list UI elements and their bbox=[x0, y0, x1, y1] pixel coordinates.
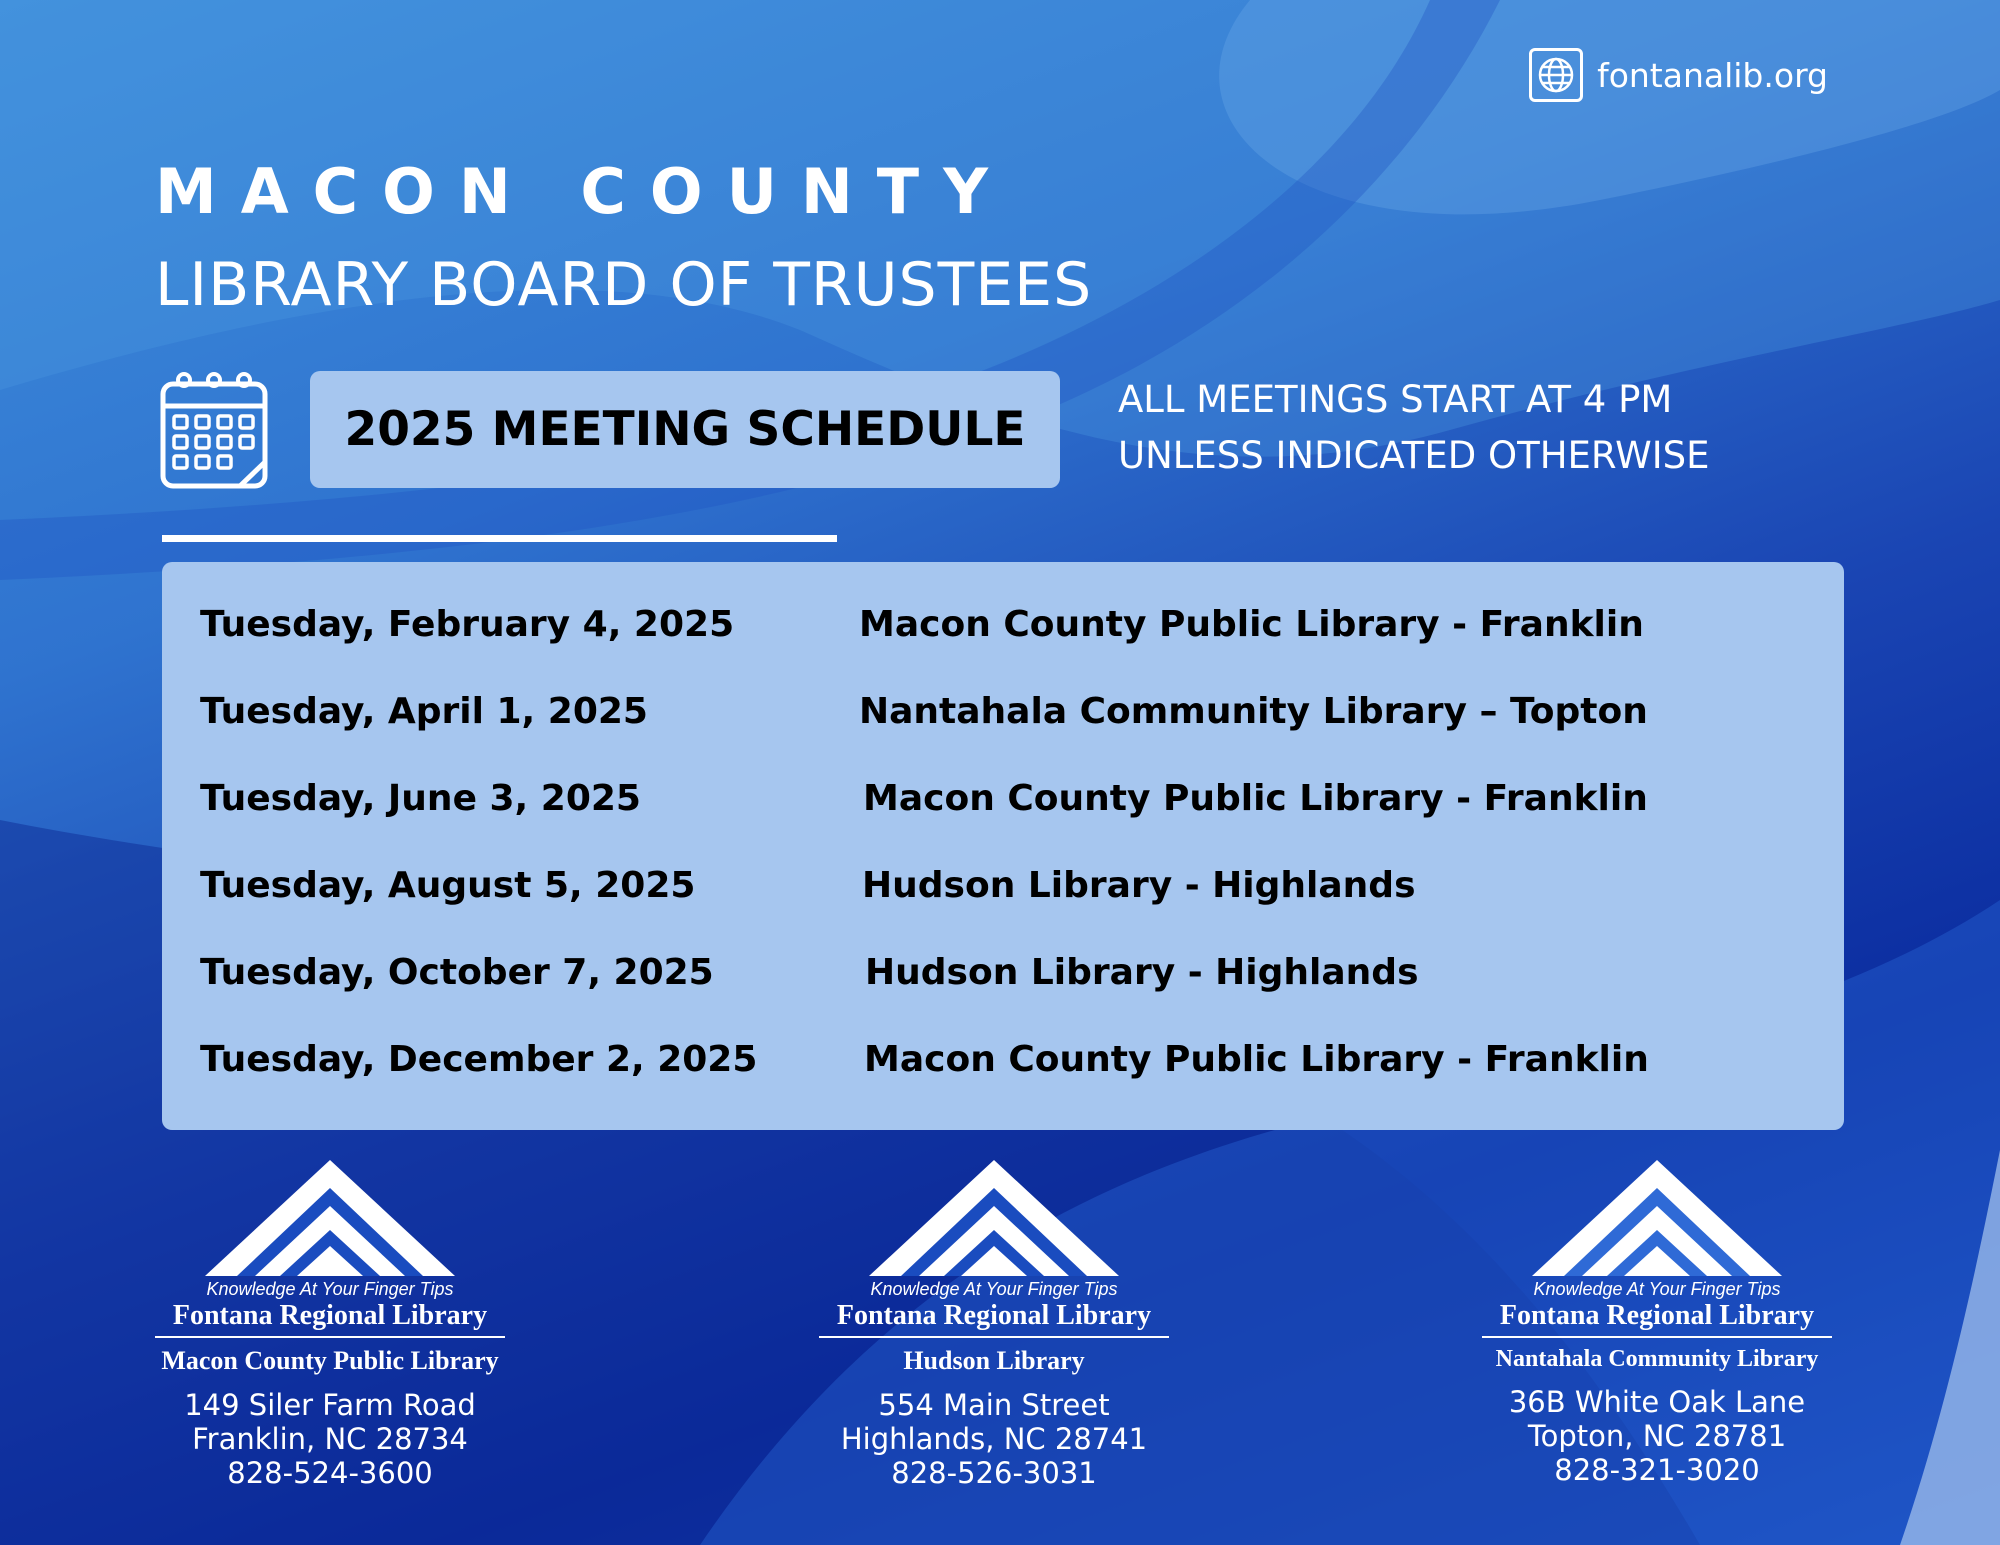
meeting-row bbox=[162, 604, 1844, 664]
branch-name: Hudson Library bbox=[903, 1346, 1085, 1375]
branch-address-2: Topton, NC 28781 bbox=[1527, 1419, 1787, 1453]
library-roof-logo bbox=[1522, 1158, 1792, 1283]
logo-tagline: Knowledge At Your Finger Tips bbox=[206, 1279, 454, 1299]
meeting-date: Tuesday, April 1, 2025 bbox=[200, 691, 648, 732]
meeting-row bbox=[162, 1039, 1844, 1099]
branch-address-2: Highlands, NC 28741 bbox=[840, 1422, 1148, 1456]
library-roof-logo bbox=[195, 1158, 465, 1283]
meeting-row bbox=[162, 952, 1844, 1012]
meeting-location: Macon County Public Library - Franklin bbox=[859, 604, 1644, 645]
branch-phone: 828-524-3600 bbox=[227, 1456, 433, 1490]
title-board: LIBRARY BOARD OF TRUSTEES bbox=[155, 250, 1093, 320]
branch-address-1: 36B White Oak Lane bbox=[1508, 1385, 1806, 1419]
logo-rule bbox=[819, 1336, 1169, 1338]
website-text: fontanalib.org bbox=[1597, 55, 1828, 95]
meeting-location: Nantahala Community Library – Topton bbox=[859, 691, 1648, 732]
logo-rule bbox=[155, 1336, 505, 1338]
branch-nantahala bbox=[1457, 1158, 1857, 1487]
logo-org-name: Fontana Regional Library bbox=[172, 1300, 488, 1331]
meeting-date: Tuesday, February 4, 2025 bbox=[200, 604, 735, 645]
schedule-heading: 2025 MEETING SCHEDULE bbox=[310, 371, 1060, 488]
branch-phone: 828-321-3020 bbox=[1554, 1453, 1760, 1487]
title-county: MACON COUNTY bbox=[155, 155, 1012, 228]
calendar-icon bbox=[160, 370, 268, 494]
meeting-location: Macon County Public Library - Franklin bbox=[864, 1039, 1649, 1080]
library-roof-logo bbox=[859, 1158, 1129, 1283]
divider bbox=[162, 535, 837, 542]
website-link[interactable] bbox=[1529, 48, 1828, 102]
notice-line-2: UNLESS INDICATED OTHERWISE bbox=[1118, 434, 1710, 477]
logo-tagline: Knowledge At Your Finger Tips bbox=[1533, 1279, 1781, 1299]
meeting-location: Hudson Library - Highlands bbox=[865, 952, 1419, 993]
meeting-location: Hudson Library - Highlands bbox=[862, 865, 1416, 906]
meeting-date: Tuesday, August 5, 2025 bbox=[200, 865, 696, 906]
meeting-date: Tuesday, October 7, 2025 bbox=[200, 952, 714, 993]
logo-rule bbox=[1482, 1336, 1832, 1338]
meeting-date: Tuesday, June 3, 2025 bbox=[200, 778, 641, 819]
branch-address-1: 149 Siler Farm Road bbox=[184, 1388, 476, 1422]
branch-name: Macon County Public Library bbox=[161, 1346, 499, 1375]
meeting-date: Tuesday, December 2, 2025 bbox=[200, 1039, 758, 1080]
logo-org-name: Fontana Regional Library bbox=[1499, 1300, 1815, 1331]
meeting-time-notice bbox=[1118, 372, 1709, 484]
meeting-row bbox=[162, 865, 1844, 925]
branch-address-1: 554 Main Street bbox=[878, 1388, 1110, 1422]
notice-line-1: ALL MEETINGS START AT 4 PM bbox=[1118, 378, 1673, 421]
logo-org-name: Fontana Regional Library bbox=[836, 1300, 1152, 1331]
logo-tagline: Knowledge At Your Finger Tips bbox=[870, 1279, 1118, 1299]
branch-address-2: Franklin, NC 28734 bbox=[192, 1422, 468, 1456]
branch-macon bbox=[130, 1158, 530, 1490]
schedule-panel bbox=[162, 562, 1844, 1130]
branch-phone: 828-526-3031 bbox=[891, 1456, 1097, 1490]
branch-hudson bbox=[794, 1158, 1194, 1490]
meeting-row bbox=[162, 691, 1844, 751]
branch-name: Nantahala Community Library bbox=[1495, 1346, 1819, 1372]
meeting-location: Macon County Public Library - Franklin bbox=[863, 778, 1648, 819]
meeting-row bbox=[162, 778, 1844, 838]
globe-icon bbox=[1529, 48, 1583, 102]
